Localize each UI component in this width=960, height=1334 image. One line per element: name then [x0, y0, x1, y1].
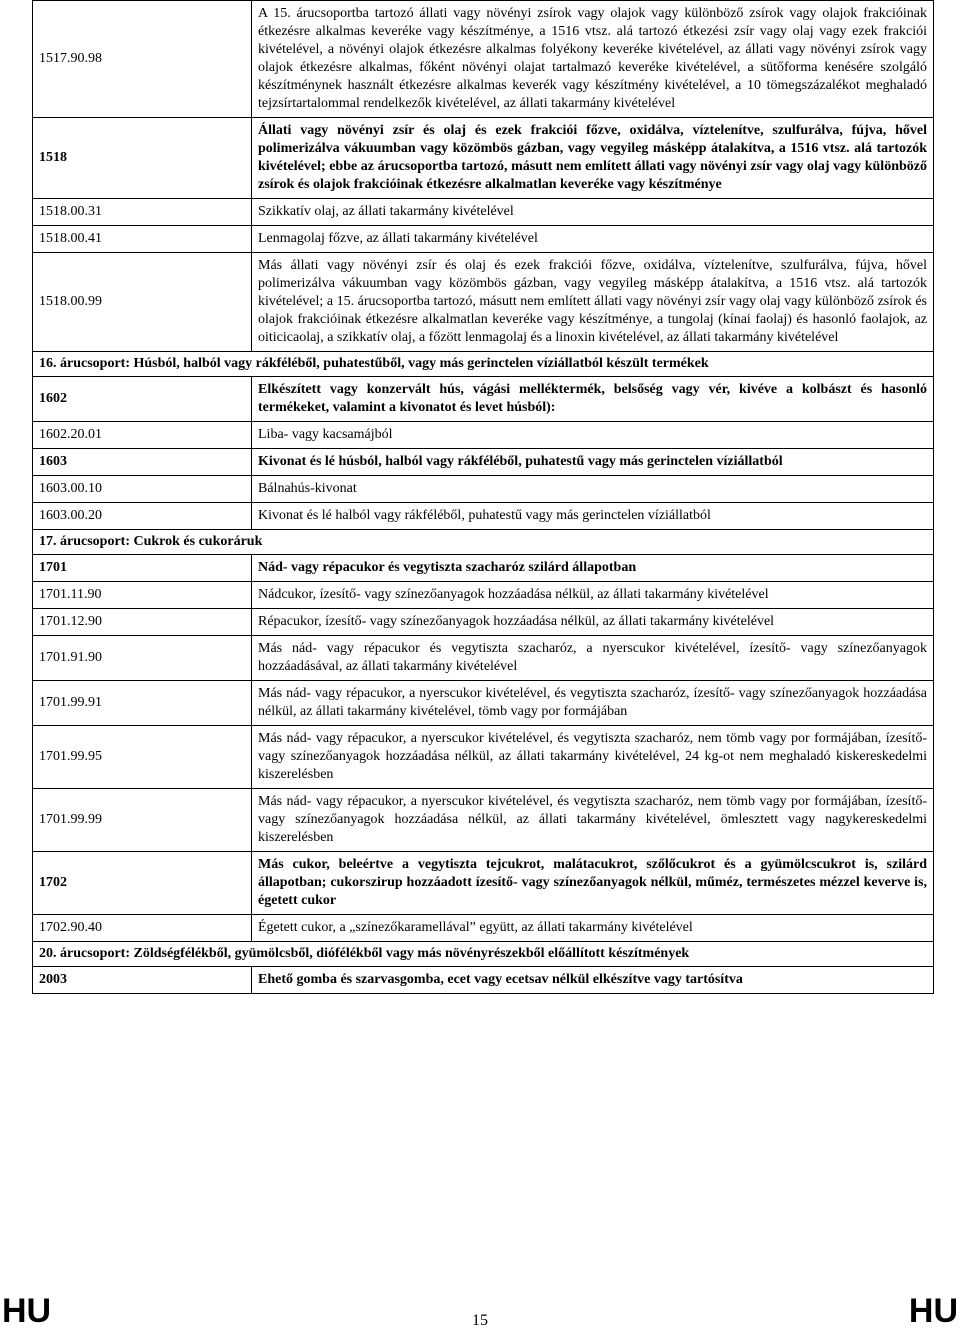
tariff-description: A 15. árucsoportba tartozó állati vagy növényi zsírok vagy olajok vagy különböző zsírok vagy olajok frakcióinak étkezésre alkalmas keveréke vagy készítménye, a 1516 vtsz. alá tartozó étkezési zsír vagy olaj vagy ezek frakciói kivételével, a növényi olajok étkezésre alkalmas folyékony keveréke kivételével, az állati vagy növényi zsírok vagy olajok étkezésre alkalmas, főként növényi olajat tartalmazó keveréke kivételével, a sütőforma kenésére szolgáló készítménynek használt étkezésre alkalmas keverék vagy készítmény kivételével, a 10 tömegszázalékot meghaladó tejzsírtartalommal rendelkezők kivételével, az állati takarmány kivételével — [252, 1, 934, 118]
tariff-description: Más nád- vagy répacukor és vegytiszta szacharóz, a nyerscukor kivételével, ízesítő- vagy színezőanyagok hozzáadásával, az állati takarmány kivételével — [252, 636, 934, 681]
tariff-code: 1603 — [33, 449, 252, 476]
table-row — [33, 555, 934, 582]
footer-language-right: HU — [908, 1292, 958, 1330]
table-row — [33, 636, 934, 681]
table-row — [33, 377, 934, 422]
chapter-heading: 16. árucsoport: Húsból, halból vagy rákféléből, puhatestűből, vagy más gerinctelen víziállatból készült termékek — [33, 352, 934, 377]
tariff-description: Állati vagy növényi zsír és olaj és ezek frakciói főzve, oxidálva, víztelenítve, szulfurálva, fújva, hővel polimerizálva vákuumban vagy közömbös gázban, vagy vegyileg másképp átalakítva, a 1516 vtsz. alá tartozók kivételével; ebbe az árucsoportba tartozó, másutt nem említett állati vagy növényi zsír vagy olaj vagy különböző zsírok és olajok frakcióinak étkezésre alkalmatlan keveréke vagy készítménye — [252, 118, 934, 199]
table-row — [33, 422, 934, 449]
tariff-description: Más nád- vagy répacukor, a nyerscukor kivételével, és vegytiszta szacharóz, nem tömb vagy por formájában, ízesítő- vagy színezőanyagok hozzáadása nélkül, az állati takarmány kivételével, 24 kg-ot nem meghaladó kiskereskedelmi kiszerelésben — [252, 726, 934, 789]
tariff-description: Répacukor, ízesítő- vagy színezőanyagok hozzáadása nélkül, az állati takarmány kivételével — [252, 609, 934, 636]
tariff-table-body — [33, 1, 934, 994]
tariff-description: Elkészített vagy konzervált hús, vágási melléktermék, belsőség vagy vér, kivéve a kolbászt és hasonló termékeket, valamint a kivonatot és levet húsból): — [252, 377, 934, 422]
table-row — [33, 915, 934, 942]
tariff-code: 1701.91.90 — [33, 636, 252, 681]
tariff-description: Liba- vagy kacsamájból — [252, 422, 934, 449]
tariff-table — [32, 0, 934, 994]
tariff-description: Más cukor, beleértve a vegytiszta tejcukrot, malátacukrot, szőlőcukrot és a gyümölcscukrot is, szilárd állapotban; cukorszirup hozzáadott ízesítő- vagy színezőanyagok nélkül, műméz, természetes mézzel keverve is, égetett cukor — [252, 852, 934, 915]
table-row — [33, 449, 934, 476]
tariff-table-container — [32, 0, 934, 994]
tariff-description: Kivonat és lé halból vagy rákféléből, puhatestű vagy más gerinctelen víziállatból — [252, 503, 934, 530]
table-row — [33, 1, 934, 118]
tariff-description: Más állati vagy növényi zsír és olaj és ezek frakciói főzve, oxidálva, víztelenítve, szulfurálva, fújva, hővel polimerizálva vákuumban vagy közömbös gázban, vagy vegyileg másképp átalakítva, a 1516 vtsz. alá tartozók kivételével; a 15. árucsoportba tartozó, másutt nem említett állati vagy növényi zsír vagy olaj vagy különböző zsírok és olajok frakcióinak étkezésre alkalmatlan keveréke vagy készítménye, a tungolaj (kínai faolaj) és hasonló faolajok, az oiticicaolaj, a szikkatív olaj, a főzött lenmagolaj és a linoxin kivételével, az állati takarmány kivételével — [252, 253, 934, 352]
table-row — [33, 726, 934, 789]
tariff-code: 1701.99.91 — [33, 681, 252, 726]
page-number: 15 — [472, 1312, 488, 1329]
tariff-code: 2003 — [33, 967, 252, 994]
tariff-description: Égetett cukor, a „színezőkaramellával” együtt, az állati takarmány kivételével — [252, 915, 934, 942]
table-row — [33, 967, 934, 994]
tariff-code: 1603.00.20 — [33, 503, 252, 530]
tariff-code: 1518.00.99 — [33, 253, 252, 352]
tariff-description: Lenmagolaj főzve, az állati takarmány kivételével — [252, 226, 934, 253]
chapter-heading-row — [33, 352, 934, 377]
tariff-description: Nád- vagy répacukor és vegytiszta szacharóz szilárd állapotban — [252, 555, 934, 582]
tariff-code: 1701.11.90 — [33, 582, 252, 609]
tariff-code: 1701.99.95 — [33, 726, 252, 789]
tariff-description: Bálnahús-kivonat — [252, 476, 934, 503]
tariff-code: 1702 — [33, 852, 252, 915]
table-row — [33, 582, 934, 609]
table-row — [33, 609, 934, 636]
tariff-code: 1702.90.40 — [33, 915, 252, 942]
tariff-code: 1602 — [33, 377, 252, 422]
table-row — [33, 226, 934, 253]
page-footer — [0, 1292, 960, 1334]
table-row — [33, 852, 934, 915]
tariff-code: 1701 — [33, 555, 252, 582]
tariff-description: Más nád- vagy répacukor, a nyerscukor kivételével, és vegytiszta szacharóz, nem tömb vagy por formájában, ízesítő- vagy színezőanyagok hozzáadása nélkül, az állati takarmány kivételével, ömlesztett vagy nagykereskedelmi kiszerelésben — [252, 789, 934, 852]
tariff-code: 1602.20.01 — [33, 422, 252, 449]
tariff-code: 1518 — [33, 118, 252, 199]
tariff-description: Kivonat és lé húsból, halból vagy rákféléből, puhatestű vagy más gerinctelen víziállatból — [252, 449, 934, 476]
table-row — [33, 476, 934, 503]
tariff-description: Ehető gomba és szarvasgomba, ecet vagy ecetsav nélkül elkészítve vagy tartósítva — [252, 967, 934, 994]
tariff-code: 1518.00.31 — [33, 199, 252, 226]
tariff-description: Nádcukor, ízesítő- vagy színezőanyagok hozzáadása nélkül, az állati takarmány kivételével — [252, 582, 934, 609]
tariff-code: 1518.00.41 — [33, 226, 252, 253]
table-row — [33, 118, 934, 199]
chapter-heading-row — [33, 530, 934, 555]
tariff-description: Szikkatív olaj, az állati takarmány kivételével — [252, 199, 934, 226]
chapter-heading-row — [33, 942, 934, 967]
tariff-code: 1603.00.10 — [33, 476, 252, 503]
tariff-code: 1701.12.90 — [33, 609, 252, 636]
table-row — [33, 253, 934, 352]
chapter-heading: 17. árucsoport: Cukrok és cukoráruk — [33, 530, 934, 555]
chapter-heading: 20. árucsoport: Zöldségfélékből, gyümölcsből, diófélékből vagy más növényrészekből előállított készítmények — [33, 942, 934, 967]
table-row — [33, 789, 934, 852]
tariff-code: 1701.99.99 — [33, 789, 252, 852]
footer-language-left: HU — [2, 1292, 52, 1330]
table-row — [33, 681, 934, 726]
tariff-description: Más nád- vagy répacukor, a nyerscukor kivételével, és vegytiszta szacharóz, ízesítő- vagy színezőanyagok hozzáadása nélkül, az állati takarmány kivételével, tömb vagy por formájában — [252, 681, 934, 726]
tariff-code: 1517.90.98 — [33, 1, 252, 118]
table-row — [33, 199, 934, 226]
table-row — [33, 503, 934, 530]
